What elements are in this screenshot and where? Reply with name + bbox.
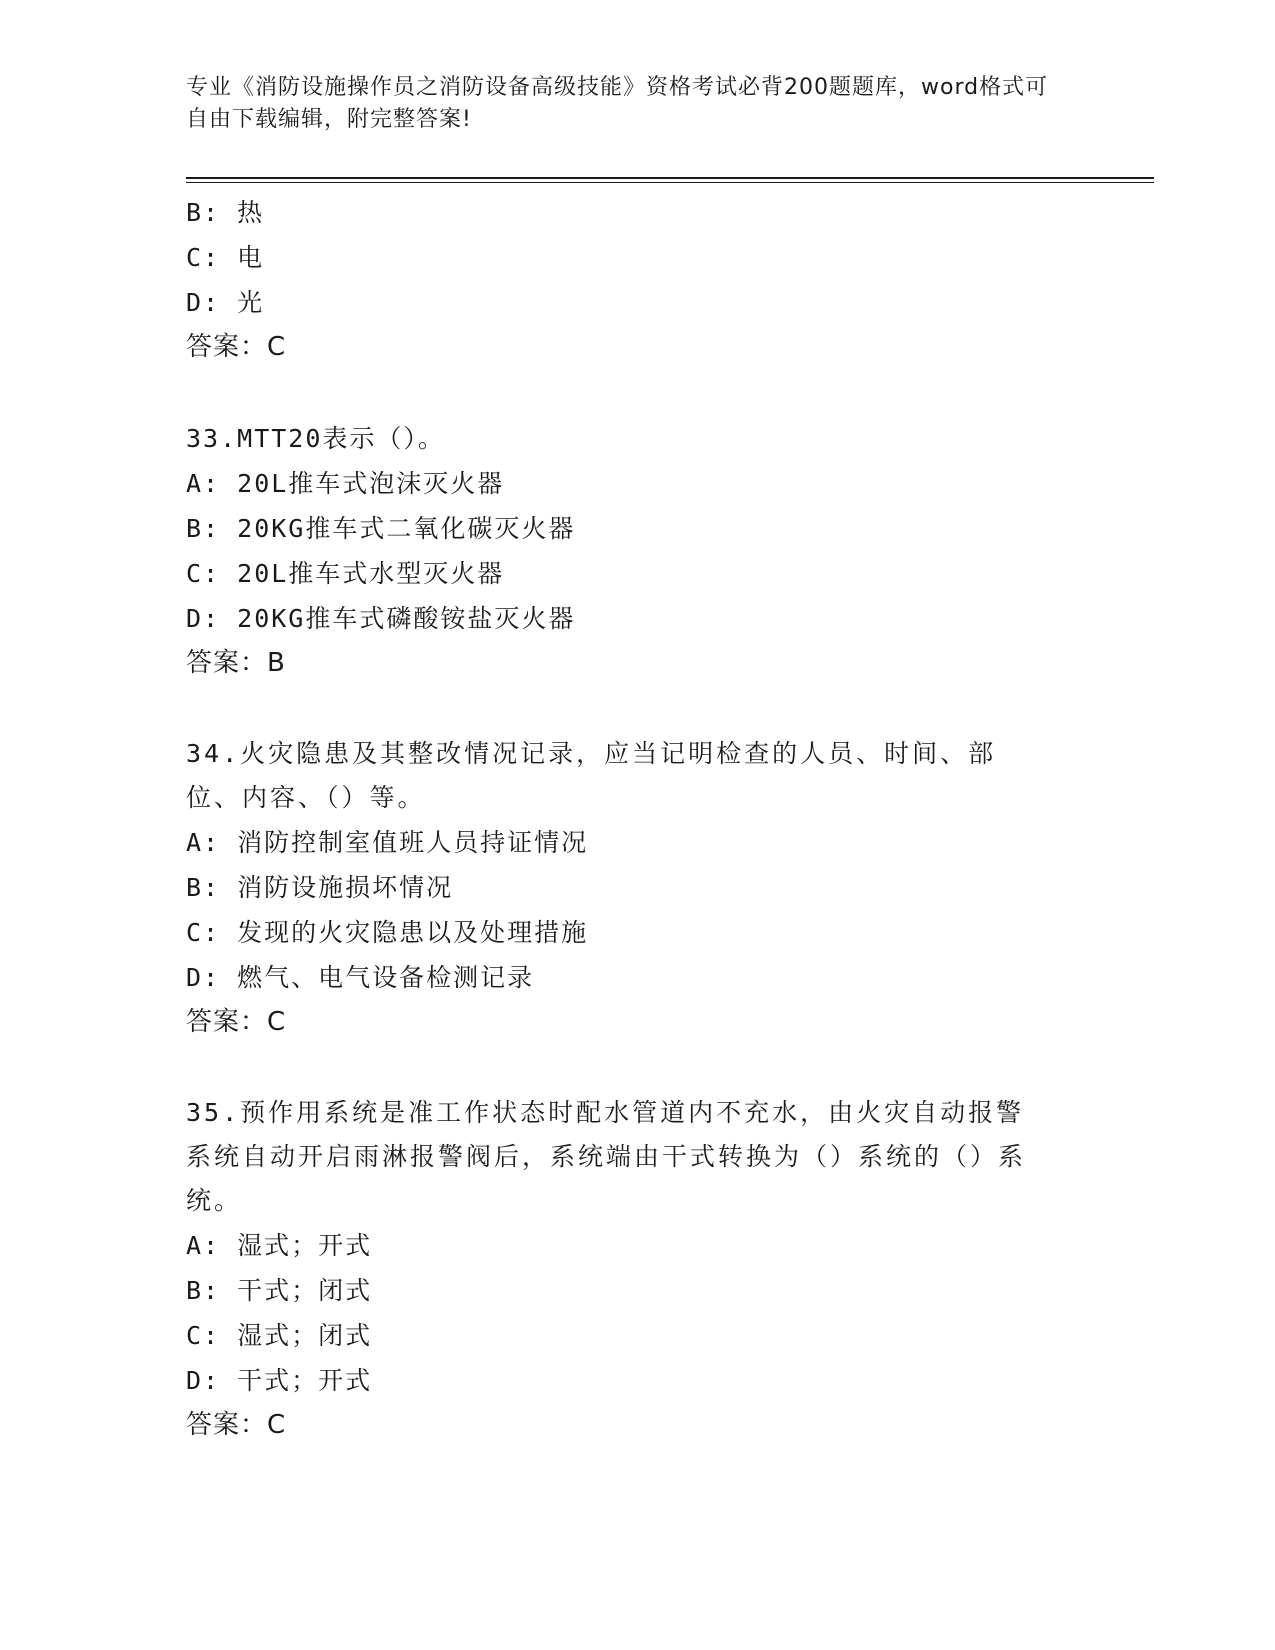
option-a: A: 消防控制室值班人员持证情况 (186, 828, 589, 857)
header-rule-thick (186, 177, 1154, 179)
answer-line: 答案：C (186, 1007, 287, 1037)
question-content (186, 190, 1086, 1448)
answer-line: 答案：C (186, 1410, 287, 1440)
option-b: B: 热 (186, 198, 265, 227)
question-stem: 33.MTT20表示（）。 (186, 424, 445, 453)
question-33-block (186, 416, 1086, 686)
question-34-block (186, 732, 1086, 1045)
option-b: B: 20KG推车式二氧化碳灭火器 (186, 514, 576, 543)
option-c: C: 20L推车式水型灭火器 (186, 559, 505, 588)
question-35-block (186, 1091, 1086, 1448)
answer-line: 答案：C (186, 332, 287, 362)
prev-question-block (186, 190, 1086, 370)
option-c: C: 发现的火灾隐患以及处理措施 (186, 918, 589, 947)
option-d: D: 20KG推车式磷酸铵盐灭火器 (186, 604, 576, 633)
option-b: B: 干式；闭式 (186, 1276, 373, 1305)
header-rule-thin (186, 182, 1154, 183)
question-stem: 34.火灾隐患及其整改情况记录，应当记明检查的人员、时间、部位、内容、（）等。 (186, 739, 997, 812)
option-d: D: 燃气、电气设备检测记录 (186, 963, 535, 992)
option-d: D: 光 (186, 288, 265, 317)
question-stem: 35.预作用系统是准工作状态时配水管道内不充水，由火灾自动报警系统自动开启雨淋报警阀后，系统端由干式转换为（）系统的（）系统。 (186, 1098, 1027, 1215)
option-c: C: 湿式；闭式 (186, 1321, 373, 1350)
option-a: A: 湿式；开式 (186, 1231, 373, 1260)
document-header: 专业《消防设施操作员之消防设备高级技能》资格考试必背200题题库，word格式可自由下载编辑，附完整答案! (186, 75, 1049, 132)
option-b: B: 消防设施损坏情况 (186, 873, 454, 902)
option-d: D: 干式；开式 (186, 1366, 373, 1395)
answer-line: 答案：B (186, 648, 286, 678)
option-a: A: 20L推车式泡沫灭火器 (186, 469, 505, 498)
option-c: C: 电 (186, 243, 265, 272)
